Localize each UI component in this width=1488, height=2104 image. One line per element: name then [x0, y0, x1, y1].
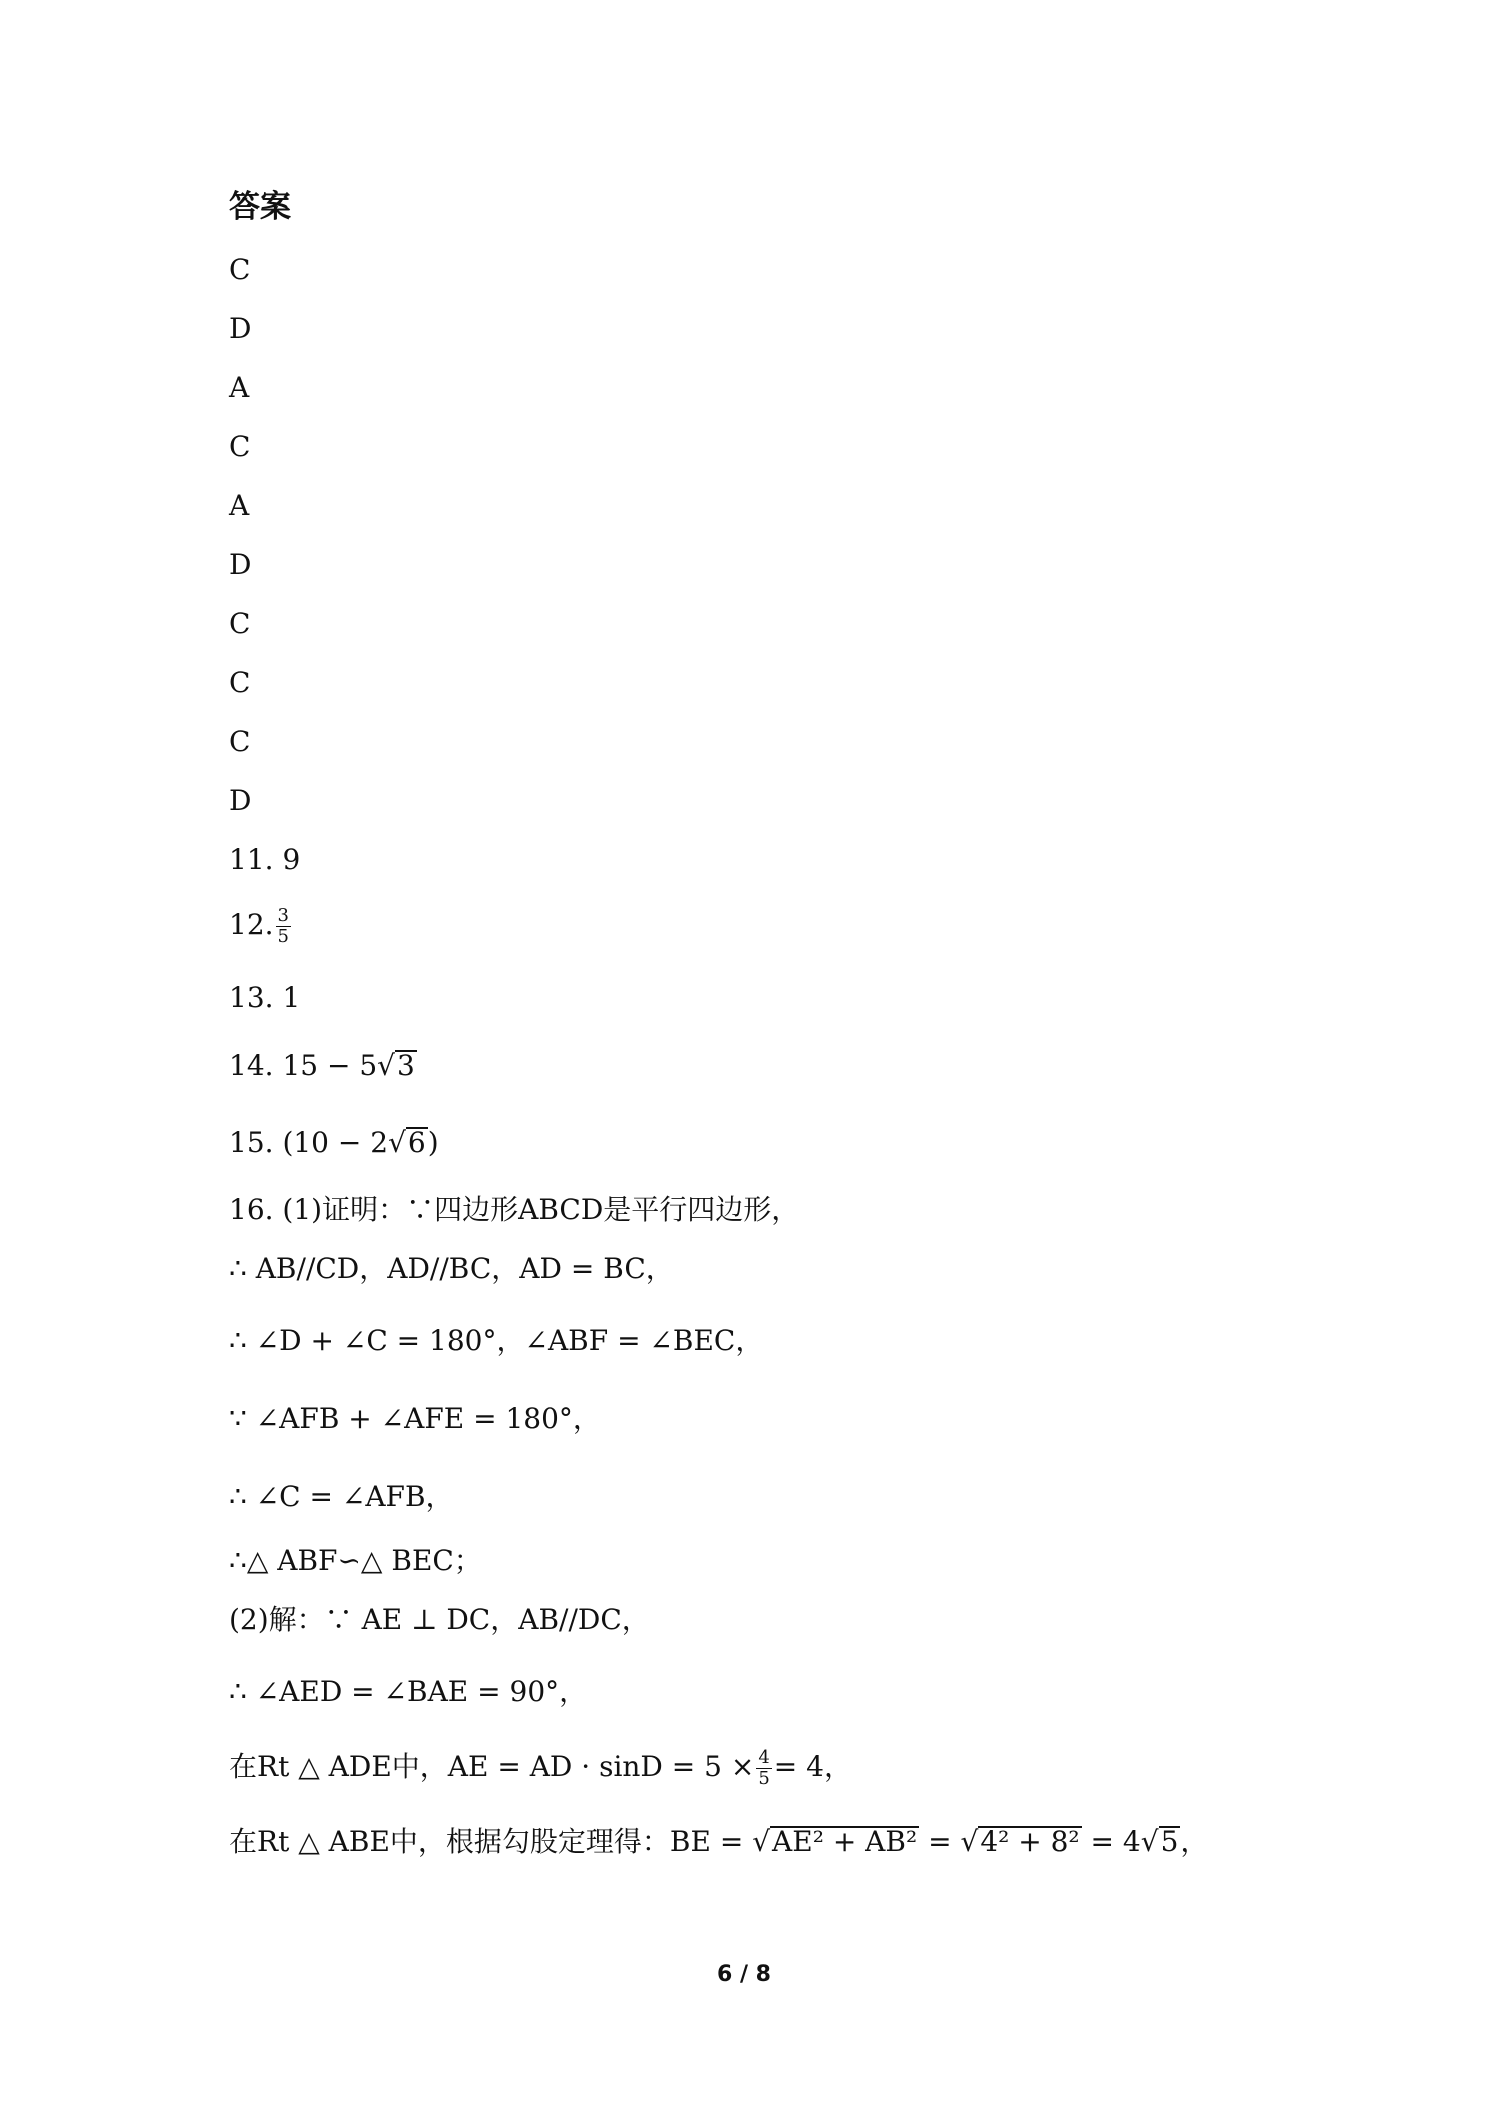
q16-line-2: ∴ AB//CD，AD//BC，AD = BC，	[229, 1252, 674, 1285]
equation-text: =	[919, 1825, 961, 1858]
q16-line-3: ∴ ∠D + ∠C = 180°，∠ABF = ∠BEC，	[229, 1324, 764, 1357]
q16-line-6: ∴△ ABF∽△ BEC；	[229, 1544, 482, 1577]
answer-suffix: )	[427, 1126, 439, 1159]
answer-value: (10 − 2	[282, 1126, 389, 1159]
answer-2: D	[229, 312, 252, 345]
answer-11	[229, 843, 300, 877]
q16-line-5: ∴ ∠C = ∠AFB，	[229, 1480, 454, 1513]
fraction-denominator: 5	[758, 1768, 770, 1789]
answer-value: 1	[282, 981, 301, 1014]
sqrt-radicand: 3	[397, 1049, 415, 1082]
q16-line-1: 16. (1)证明：∵四边形ABCD是平行四边形，	[229, 1193, 800, 1226]
answer-15: 15. (10 − 2√6)	[229, 1126, 439, 1159]
answer-14: 14. 15 − 5√3	[229, 1049, 415, 1082]
answer-heading: 答案	[229, 189, 291, 225]
question-number: 11.	[229, 843, 274, 876]
answer-8: C	[229, 666, 251, 699]
sqrt-radicand: AE² + AB²	[772, 1825, 918, 1858]
question-number: 13.	[229, 981, 274, 1014]
answer-5: A	[229, 489, 250, 522]
sqrt-radicand: 6	[407, 1126, 426, 1159]
q16-line-9	[229, 1748, 852, 1789]
q16-line-4: ∵ ∠AFB + ∠AFE = 180°，	[229, 1402, 601, 1435]
question-number: 12.	[229, 908, 274, 941]
answer-10: D	[229, 784, 252, 817]
fraction-numerator: 3	[277, 905, 289, 926]
question-number: 15.	[229, 1126, 274, 1159]
answer-12	[229, 906, 293, 947]
page-number: 6 / 8	[717, 1962, 771, 1987]
sqrt-radicand: 5	[1160, 1825, 1179, 1858]
question-number: 14.	[229, 1049, 274, 1082]
equation-text: = 4	[1081, 1825, 1141, 1858]
answer-9: C	[229, 725, 251, 758]
fraction-numerator: 4	[758, 1747, 770, 1768]
answer-13	[229, 981, 300, 1015]
answer-3: A	[229, 371, 250, 404]
fraction	[276, 906, 291, 947]
answer-4: C	[229, 430, 251, 463]
equation-text: ，	[1180, 1825, 1209, 1858]
equation-text: 在Rt △ ABE中，根据勾股定理得：BE =	[229, 1825, 753, 1858]
answer-value: 9	[282, 843, 301, 876]
fraction	[756, 1748, 771, 1789]
equation-text: = 4，	[773, 1750, 852, 1783]
answer-6: D	[229, 548, 252, 581]
answer-1: C	[229, 253, 251, 286]
answer-value: 15 − 5	[282, 1049, 378, 1082]
equation-text: 在Rt △ ADE中，AE = AD · sinD = 5 ×	[229, 1750, 755, 1783]
answer-7: C	[229, 607, 251, 640]
q16-line-7: (2)解：∵ AE ⊥ DC，AB//DC，	[229, 1603, 650, 1636]
q16-line-8: ∴ ∠AED = ∠BAE = 90°，	[229, 1675, 588, 1708]
fraction-denominator: 5	[277, 926, 289, 947]
sqrt-radicand: 4² + 8²	[980, 1825, 1080, 1858]
q16-line-10: 在Rt △ ABE中，根据勾股定理得：BE = √AE² + AB² = √4² + 8² = 4√5，	[229, 1825, 1209, 1858]
